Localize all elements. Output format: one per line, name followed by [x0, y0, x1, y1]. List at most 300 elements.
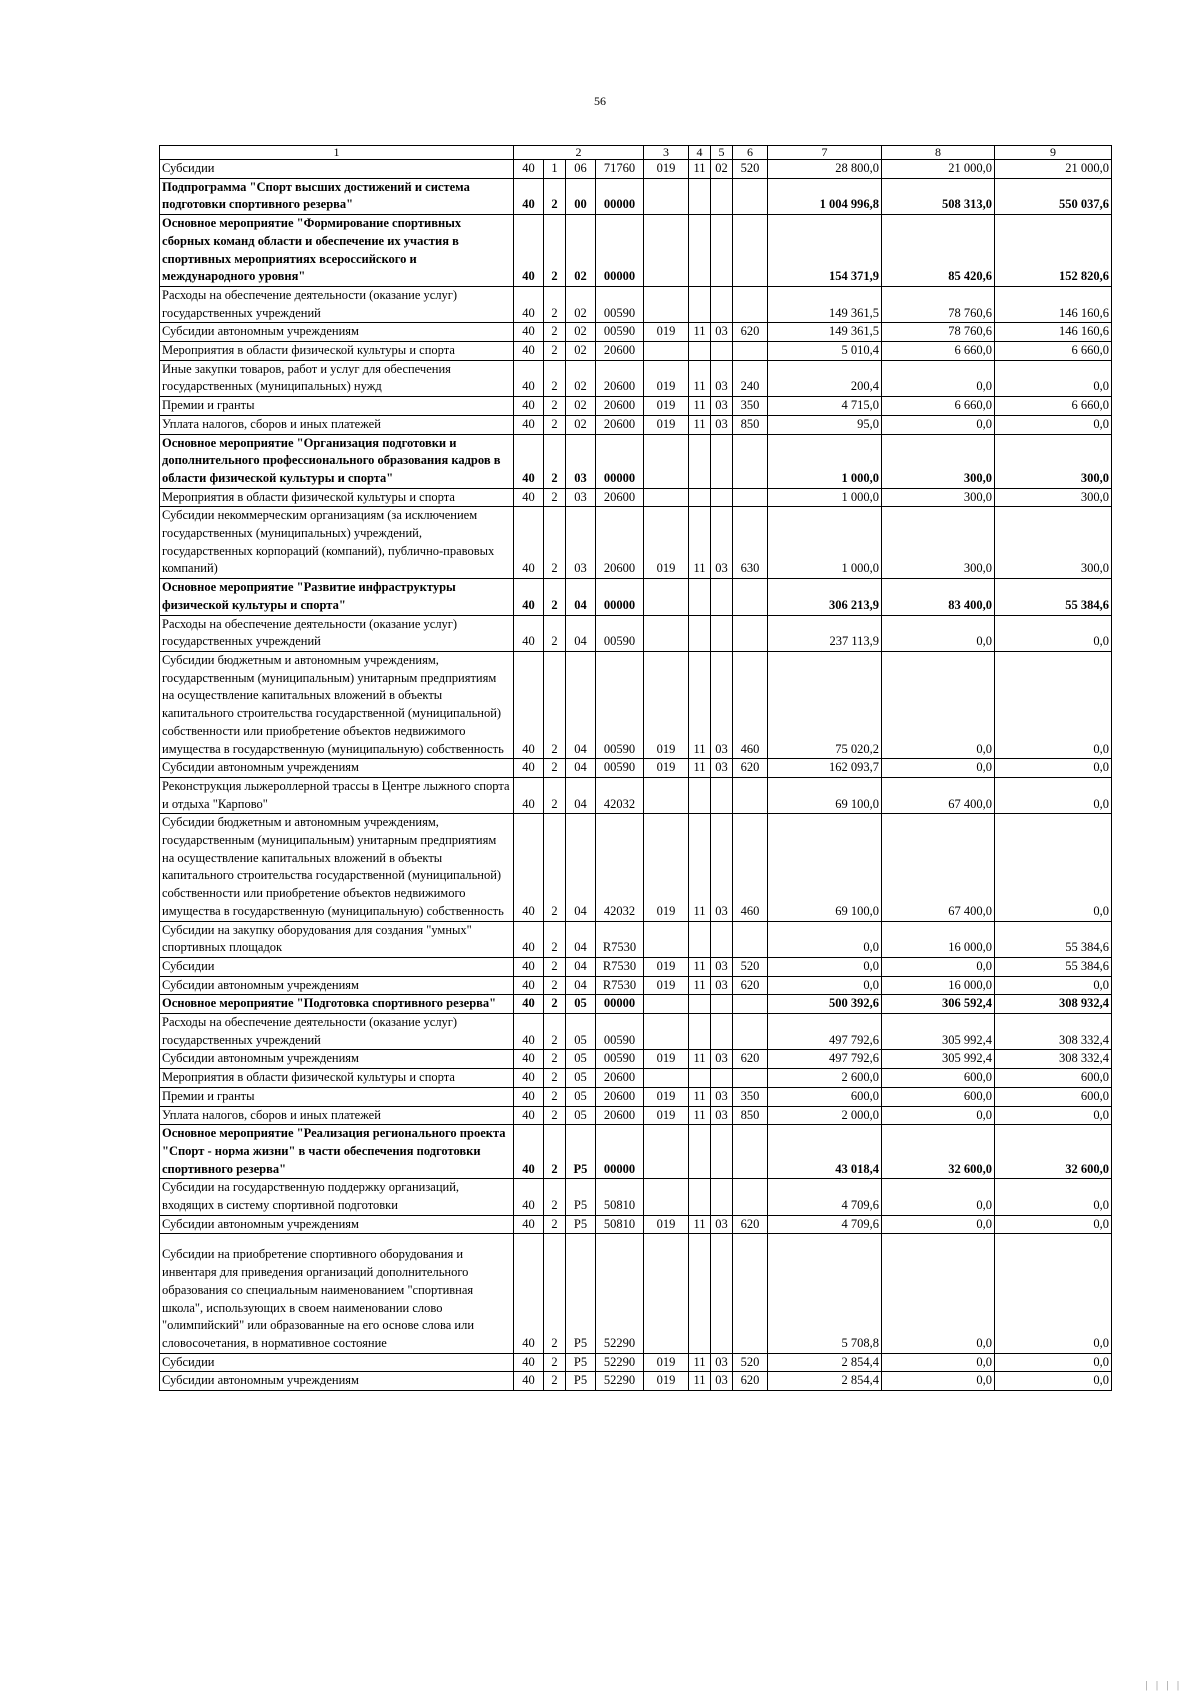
- value-col-7: 1 000,0: [768, 488, 882, 507]
- code-event: 05: [566, 1014, 596, 1050]
- value-col-8: 0,0: [882, 615, 995, 651]
- code-subsection: [711, 215, 733, 287]
- code-section: 11: [689, 651, 711, 758]
- value-col-9: 0,0: [995, 759, 1112, 778]
- value-col-9: 550 037,6: [995, 178, 1112, 214]
- row-name: Субсидии автономным учреждениям: [160, 1215, 514, 1234]
- code-subsection: 03: [711, 1353, 733, 1372]
- code-subprogram: 2: [544, 777, 566, 813]
- row-name: Основное мероприятие "Реализация регионального проекта "Спорт - норма жизни" в части обеспечения подготовки спортивного резерва": [160, 1125, 514, 1179]
- row-name: Основное мероприятие "Организация подготовки и дополнительного профессионального образования кадров в области физической культуры и спорта": [160, 434, 514, 488]
- value-col-7: 0,0: [768, 921, 882, 957]
- code-expense-type: 240: [733, 360, 768, 396]
- table-row: [160, 1234, 1112, 1353]
- code-subsection: 03: [711, 957, 733, 976]
- code-subprogram: 2: [544, 415, 566, 434]
- table-row: [160, 1014, 1112, 1050]
- code-event: 05: [566, 1050, 596, 1069]
- code-section: 11: [689, 957, 711, 976]
- code-event: 04: [566, 615, 596, 651]
- scan-marks: | | | |: [1145, 1680, 1182, 1691]
- code-section: [689, 215, 711, 287]
- code-ministry: [644, 342, 689, 361]
- value-col-7: 2 600,0: [768, 1069, 882, 1088]
- code-direction: 00000: [596, 215, 644, 287]
- code-program: 40: [514, 921, 544, 957]
- row-name: Субсидии автономным учреждениям: [160, 1050, 514, 1069]
- code-ministry: [644, 434, 689, 488]
- code-ministry: 019: [644, 759, 689, 778]
- value-col-7: 1 000,0: [768, 507, 882, 579]
- code-direction: 00590: [596, 651, 644, 758]
- code-ministry: [644, 1234, 689, 1353]
- code-direction: 20600: [596, 488, 644, 507]
- code-subprogram: 2: [544, 1234, 566, 1353]
- value-col-7: 4 709,6: [768, 1215, 882, 1234]
- table-row: [160, 1215, 1112, 1234]
- value-col-9: 0,0: [995, 1106, 1112, 1125]
- header-row: [160, 146, 1112, 160]
- code-expense-type: 520: [733, 957, 768, 976]
- row-name: Субсидии на приобретение спортивного оборудования и инвентаря для приведения организаций дополнительного образования со специальным наименованием "спортивная школа", использующих в своем наименовании слово "олимпийский" или образованные на его основе слова или словосочетания, в нормативное состояние: [160, 1234, 514, 1353]
- value-col-9: 146 160,6: [995, 323, 1112, 342]
- code-ministry: 019: [644, 323, 689, 342]
- table-row: [160, 360, 1112, 396]
- table-row: [160, 397, 1112, 416]
- code-section: 11: [689, 814, 711, 921]
- code-section: [689, 488, 711, 507]
- code-ministry: [644, 215, 689, 287]
- value-col-8: 78 760,6: [882, 286, 995, 322]
- code-subsection: 03: [711, 1372, 733, 1391]
- row-name: Основное мероприятие "Подготовка спортивного резерва": [160, 995, 514, 1014]
- code-expense-type: [733, 1069, 768, 1088]
- code-section: 11: [689, 415, 711, 434]
- value-col-8: 0,0: [882, 651, 995, 758]
- code-subprogram: 2: [544, 397, 566, 416]
- code-expense-type: 520: [733, 160, 768, 179]
- code-subprogram: 2: [544, 995, 566, 1014]
- row-name: Основное мероприятие "Развитие инфраструктуры физической культуры и спорта": [160, 579, 514, 615]
- code-expense-type: 620: [733, 976, 768, 995]
- value-col-8: 16 000,0: [882, 976, 995, 995]
- code-subprogram: 2: [544, 615, 566, 651]
- table-row: [160, 323, 1112, 342]
- row-name: Субсидии на закупку оборудования для создания "умных" спортивных площадок: [160, 921, 514, 957]
- row-name: Субсидии автономным учреждениям: [160, 323, 514, 342]
- code-section: 11: [689, 1050, 711, 1069]
- code-direction: 20600: [596, 1069, 644, 1088]
- code-subsection: [711, 777, 733, 813]
- header-col-6: 6: [733, 146, 768, 160]
- code-direction: 00590: [596, 615, 644, 651]
- table-row: [160, 1372, 1112, 1391]
- code-program: 40: [514, 1234, 544, 1353]
- code-program: 40: [514, 976, 544, 995]
- code-event: 05: [566, 995, 596, 1014]
- code-program: 40: [514, 814, 544, 921]
- code-subsection: 03: [711, 814, 733, 921]
- code-ministry: [644, 1069, 689, 1088]
- code-program: 40: [514, 651, 544, 758]
- value-col-9: 300,0: [995, 507, 1112, 579]
- value-col-8: 508 313,0: [882, 178, 995, 214]
- value-col-8: 67 400,0: [882, 814, 995, 921]
- code-subprogram: 2: [544, 651, 566, 758]
- value-col-7: 500 392,6: [768, 995, 882, 1014]
- code-ministry: 019: [644, 507, 689, 579]
- header-col-2: 2: [514, 146, 644, 160]
- code-section: 11: [689, 507, 711, 579]
- code-ministry: [644, 995, 689, 1014]
- value-col-7: 28 800,0: [768, 160, 882, 179]
- code-subprogram: 2: [544, 1353, 566, 1372]
- code-subsection: 03: [711, 651, 733, 758]
- value-col-9: 0,0: [995, 415, 1112, 434]
- code-direction: 20600: [596, 360, 644, 396]
- code-subprogram: 2: [544, 976, 566, 995]
- value-col-8: 0,0: [882, 957, 995, 976]
- code-event: 06: [566, 160, 596, 179]
- value-col-7: 306 213,9: [768, 579, 882, 615]
- value-col-9: 308 332,4: [995, 1050, 1112, 1069]
- code-section: 11: [689, 360, 711, 396]
- table-row: [160, 160, 1112, 179]
- value-col-9: 600,0: [995, 1087, 1112, 1106]
- code-subprogram: 1: [544, 160, 566, 179]
- table-row: [160, 286, 1112, 322]
- code-direction: 52290: [596, 1353, 644, 1372]
- code-subprogram: 2: [544, 814, 566, 921]
- code-expense-type: [733, 1179, 768, 1215]
- code-direction: 00590: [596, 1014, 644, 1050]
- code-subsection: 03: [711, 323, 733, 342]
- code-section: [689, 1125, 711, 1179]
- value-col-7: 497 792,6: [768, 1050, 882, 1069]
- value-col-9: 0,0: [995, 777, 1112, 813]
- code-expense-type: 620: [733, 1050, 768, 1069]
- code-event: 02: [566, 215, 596, 287]
- code-event: 04: [566, 777, 596, 813]
- table-row: [160, 651, 1112, 758]
- table-row: [160, 921, 1112, 957]
- code-subsection: 03: [711, 1106, 733, 1125]
- code-expense-type: 850: [733, 1106, 768, 1125]
- value-col-9: 55 384,6: [995, 957, 1112, 976]
- code-section: 11: [689, 1106, 711, 1125]
- header-col-5: 5: [711, 146, 733, 160]
- value-col-9: 0,0: [995, 360, 1112, 396]
- code-program: 40: [514, 615, 544, 651]
- code-section: 11: [689, 323, 711, 342]
- code-ministry: 019: [644, 1050, 689, 1069]
- row-name: Субсидии автономным учреждениям: [160, 1372, 514, 1391]
- code-expense-type: [733, 286, 768, 322]
- code-expense-type: [733, 615, 768, 651]
- table-row: [160, 1179, 1112, 1215]
- code-subprogram: 2: [544, 434, 566, 488]
- value-col-9: 21 000,0: [995, 160, 1112, 179]
- code-ministry: 019: [644, 1215, 689, 1234]
- value-col-7: 154 371,9: [768, 215, 882, 287]
- code-ministry: 019: [644, 651, 689, 758]
- code-expense-type: [733, 1234, 768, 1353]
- code-event: 04: [566, 976, 596, 995]
- table-row: [160, 1125, 1112, 1179]
- code-section: 11: [689, 759, 711, 778]
- code-subprogram: 2: [544, 286, 566, 322]
- table-row: [160, 1050, 1112, 1069]
- value-col-8: 600,0: [882, 1087, 995, 1106]
- value-col-7: 0,0: [768, 957, 882, 976]
- code-program: 40: [514, 579, 544, 615]
- value-col-8: 32 600,0: [882, 1125, 995, 1179]
- table-row: [160, 415, 1112, 434]
- code-program: 40: [514, 1014, 544, 1050]
- code-program: 40: [514, 488, 544, 507]
- value-col-9: 308 932,4: [995, 995, 1112, 1014]
- code-ministry: 019: [644, 397, 689, 416]
- code-expense-type: [733, 1125, 768, 1179]
- code-direction: 71760: [596, 160, 644, 179]
- value-col-8: 300,0: [882, 507, 995, 579]
- code-subprogram: 2: [544, 921, 566, 957]
- row-name: Субсидии на государственную поддержку организаций, входящих в систему спортивной подготовки: [160, 1179, 514, 1215]
- value-col-8: 67 400,0: [882, 777, 995, 813]
- table-row: [160, 1069, 1112, 1088]
- row-name: Расходы на обеспечение деятельности (оказание услуг) государственных учреждений: [160, 615, 514, 651]
- row-name: Субсидии некоммерческим организациям (за исключением государственных (муниципальных) учреждений, государственных корпораций (компаний), публично-правовых компаний): [160, 507, 514, 579]
- code-event: P5: [566, 1353, 596, 1372]
- value-col-7: 149 361,5: [768, 323, 882, 342]
- code-subsection: [711, 1014, 733, 1050]
- code-section: 11: [689, 1372, 711, 1391]
- code-section: [689, 921, 711, 957]
- table-row: [160, 215, 1112, 287]
- code-event: 05: [566, 1087, 596, 1106]
- table-row: [160, 579, 1112, 615]
- value-col-7: 2 854,4: [768, 1353, 882, 1372]
- value-col-8: 0,0: [882, 1179, 995, 1215]
- value-col-9: 308 332,4: [995, 1014, 1112, 1050]
- table-row: [160, 777, 1112, 813]
- code-direction: R7530: [596, 976, 644, 995]
- value-col-8: 0,0: [882, 1234, 995, 1353]
- code-direction: 00590: [596, 1050, 644, 1069]
- code-subsection: [711, 488, 733, 507]
- code-expense-type: [733, 777, 768, 813]
- code-direction: 20600: [596, 1106, 644, 1125]
- code-section: [689, 434, 711, 488]
- header-col-3: 3: [644, 146, 689, 160]
- table-row: [160, 1087, 1112, 1106]
- code-expense-type: 620: [733, 759, 768, 778]
- row-name: Премии и гранты: [160, 397, 514, 416]
- code-program: 40: [514, 360, 544, 396]
- code-subprogram: 2: [544, 488, 566, 507]
- value-col-9: 300,0: [995, 488, 1112, 507]
- code-subsection: 03: [711, 759, 733, 778]
- code-expense-type: [733, 178, 768, 214]
- code-program: 40: [514, 215, 544, 287]
- code-subsection: 03: [711, 1050, 733, 1069]
- code-section: [689, 1069, 711, 1088]
- code-expense-type: 630: [733, 507, 768, 579]
- row-name: Реконструкция лыжероллерной трассы в Центре лыжного спорта и отдыха "Карпово": [160, 777, 514, 813]
- code-ministry: 019: [644, 976, 689, 995]
- row-name: Премии и гранты: [160, 1087, 514, 1106]
- header-col-7: 7: [768, 146, 882, 160]
- code-direction: 00000: [596, 995, 644, 1014]
- code-direction: 00000: [596, 1125, 644, 1179]
- code-subsection: 02: [711, 160, 733, 179]
- code-program: 40: [514, 342, 544, 361]
- value-col-8: 0,0: [882, 759, 995, 778]
- code-section: [689, 1014, 711, 1050]
- code-program: 40: [514, 1372, 544, 1391]
- code-event: 04: [566, 579, 596, 615]
- code-program: 40: [514, 1353, 544, 1372]
- table-row: [160, 1353, 1112, 1372]
- code-subsection: [711, 995, 733, 1014]
- code-expense-type: 850: [733, 415, 768, 434]
- code-program: 40: [514, 1125, 544, 1179]
- value-col-9: 0,0: [995, 1215, 1112, 1234]
- value-col-7: 497 792,6: [768, 1014, 882, 1050]
- code-direction: 42032: [596, 777, 644, 813]
- code-expense-type: 520: [733, 1353, 768, 1372]
- code-ministry: 019: [644, 1372, 689, 1391]
- value-col-7: 237 113,9: [768, 615, 882, 651]
- table-row: [160, 507, 1112, 579]
- code-subprogram: 2: [544, 1215, 566, 1234]
- code-subsection: [711, 1234, 733, 1353]
- value-col-7: 2 000,0: [768, 1106, 882, 1125]
- code-subsection: [711, 434, 733, 488]
- code-subsection: [711, 286, 733, 322]
- code-program: 40: [514, 1106, 544, 1125]
- row-name: Расходы на обеспечение деятельности (оказание услуг) государственных учреждений: [160, 1014, 514, 1050]
- code-expense-type: [733, 342, 768, 361]
- table-row: [160, 342, 1112, 361]
- code-direction: R7530: [596, 957, 644, 976]
- code-ministry: [644, 178, 689, 214]
- code-ministry: [644, 777, 689, 813]
- budget-table: [159, 145, 1112, 1391]
- value-col-9: 0,0: [995, 1372, 1112, 1391]
- code-program: 40: [514, 178, 544, 214]
- table-row: [160, 814, 1112, 921]
- value-col-7: 69 100,0: [768, 814, 882, 921]
- code-expense-type: [733, 1014, 768, 1050]
- code-section: 11: [689, 160, 711, 179]
- value-col-8: 85 420,6: [882, 215, 995, 287]
- code-subsection: 03: [711, 1215, 733, 1234]
- code-program: 40: [514, 323, 544, 342]
- code-subprogram: 2: [544, 178, 566, 214]
- code-event: P5: [566, 1215, 596, 1234]
- code-event: 04: [566, 814, 596, 921]
- table-row: [160, 759, 1112, 778]
- value-col-8: 305 992,4: [882, 1050, 995, 1069]
- table-row: [160, 178, 1112, 214]
- code-subsection: 03: [711, 976, 733, 995]
- value-col-9: 0,0: [995, 1179, 1112, 1215]
- code-program: 40: [514, 957, 544, 976]
- value-col-8: 305 992,4: [882, 1014, 995, 1050]
- code-section: 11: [689, 976, 711, 995]
- code-event: 02: [566, 360, 596, 396]
- code-subsection: [711, 1069, 733, 1088]
- code-subprogram: 2: [544, 1372, 566, 1391]
- row-name: Уплата налогов, сборов и иных платежей: [160, 415, 514, 434]
- table-row: [160, 434, 1112, 488]
- value-col-7: 2 854,4: [768, 1372, 882, 1391]
- code-event: 04: [566, 921, 596, 957]
- row-name: Подпрограмма "Спорт высших достижений и система подготовки спортивного резерва": [160, 178, 514, 214]
- code-program: 40: [514, 1179, 544, 1215]
- code-event: 05: [566, 1069, 596, 1088]
- code-ministry: [644, 1125, 689, 1179]
- value-col-8: 600,0: [882, 1069, 995, 1088]
- code-event: 03: [566, 434, 596, 488]
- code-ministry: [644, 1179, 689, 1215]
- code-ministry: 019: [644, 957, 689, 976]
- code-expense-type: 350: [733, 1087, 768, 1106]
- value-col-8: 300,0: [882, 488, 995, 507]
- value-col-9: 55 384,6: [995, 921, 1112, 957]
- code-subsection: [711, 342, 733, 361]
- code-program: 40: [514, 507, 544, 579]
- code-direction: 00000: [596, 178, 644, 214]
- value-col-9: 0,0: [995, 1234, 1112, 1353]
- code-program: 40: [514, 777, 544, 813]
- value-col-7: 162 093,7: [768, 759, 882, 778]
- code-direction: 50810: [596, 1179, 644, 1215]
- value-col-9: 55 384,6: [995, 579, 1112, 615]
- code-ministry: [644, 615, 689, 651]
- value-col-8: 83 400,0: [882, 579, 995, 615]
- code-direction: 20600: [596, 342, 644, 361]
- code-subprogram: 2: [544, 759, 566, 778]
- code-expense-type: 620: [733, 323, 768, 342]
- row-name: Иные закупки товаров, работ и услуг для обеспечения государственных (муниципальных) нужд: [160, 360, 514, 396]
- value-col-8: 16 000,0: [882, 921, 995, 957]
- table-row: [160, 615, 1112, 651]
- header-col-4: 4: [689, 146, 711, 160]
- code-section: [689, 615, 711, 651]
- code-program: 40: [514, 1069, 544, 1088]
- value-col-9: 0,0: [995, 976, 1112, 995]
- code-direction: 52290: [596, 1372, 644, 1391]
- code-section: [689, 286, 711, 322]
- table-row: [160, 995, 1112, 1014]
- value-col-8: 0,0: [882, 1353, 995, 1372]
- value-col-8: 0,0: [882, 1372, 995, 1391]
- code-direction: 20600: [596, 1087, 644, 1106]
- row-name: Субсидии бюджетным и автономным учреждениям, государственным (муниципальным) унитарным предприятиям на осуществление капитальных вложений в объекты капитального строительства государственной (муниципальной) собственности или приобретение объектов недвижимого имущества в государственную (муниципальную) собственность: [160, 814, 514, 921]
- value-col-7: 1 000,0: [768, 434, 882, 488]
- value-col-7: 75 020,2: [768, 651, 882, 758]
- code-program: 40: [514, 759, 544, 778]
- value-col-8: 78 760,6: [882, 323, 995, 342]
- code-direction: 00590: [596, 286, 644, 322]
- code-subsection: [711, 579, 733, 615]
- value-col-8: 6 660,0: [882, 397, 995, 416]
- code-expense-type: [733, 434, 768, 488]
- code-direction: 20600: [596, 397, 644, 416]
- code-direction: 20600: [596, 507, 644, 579]
